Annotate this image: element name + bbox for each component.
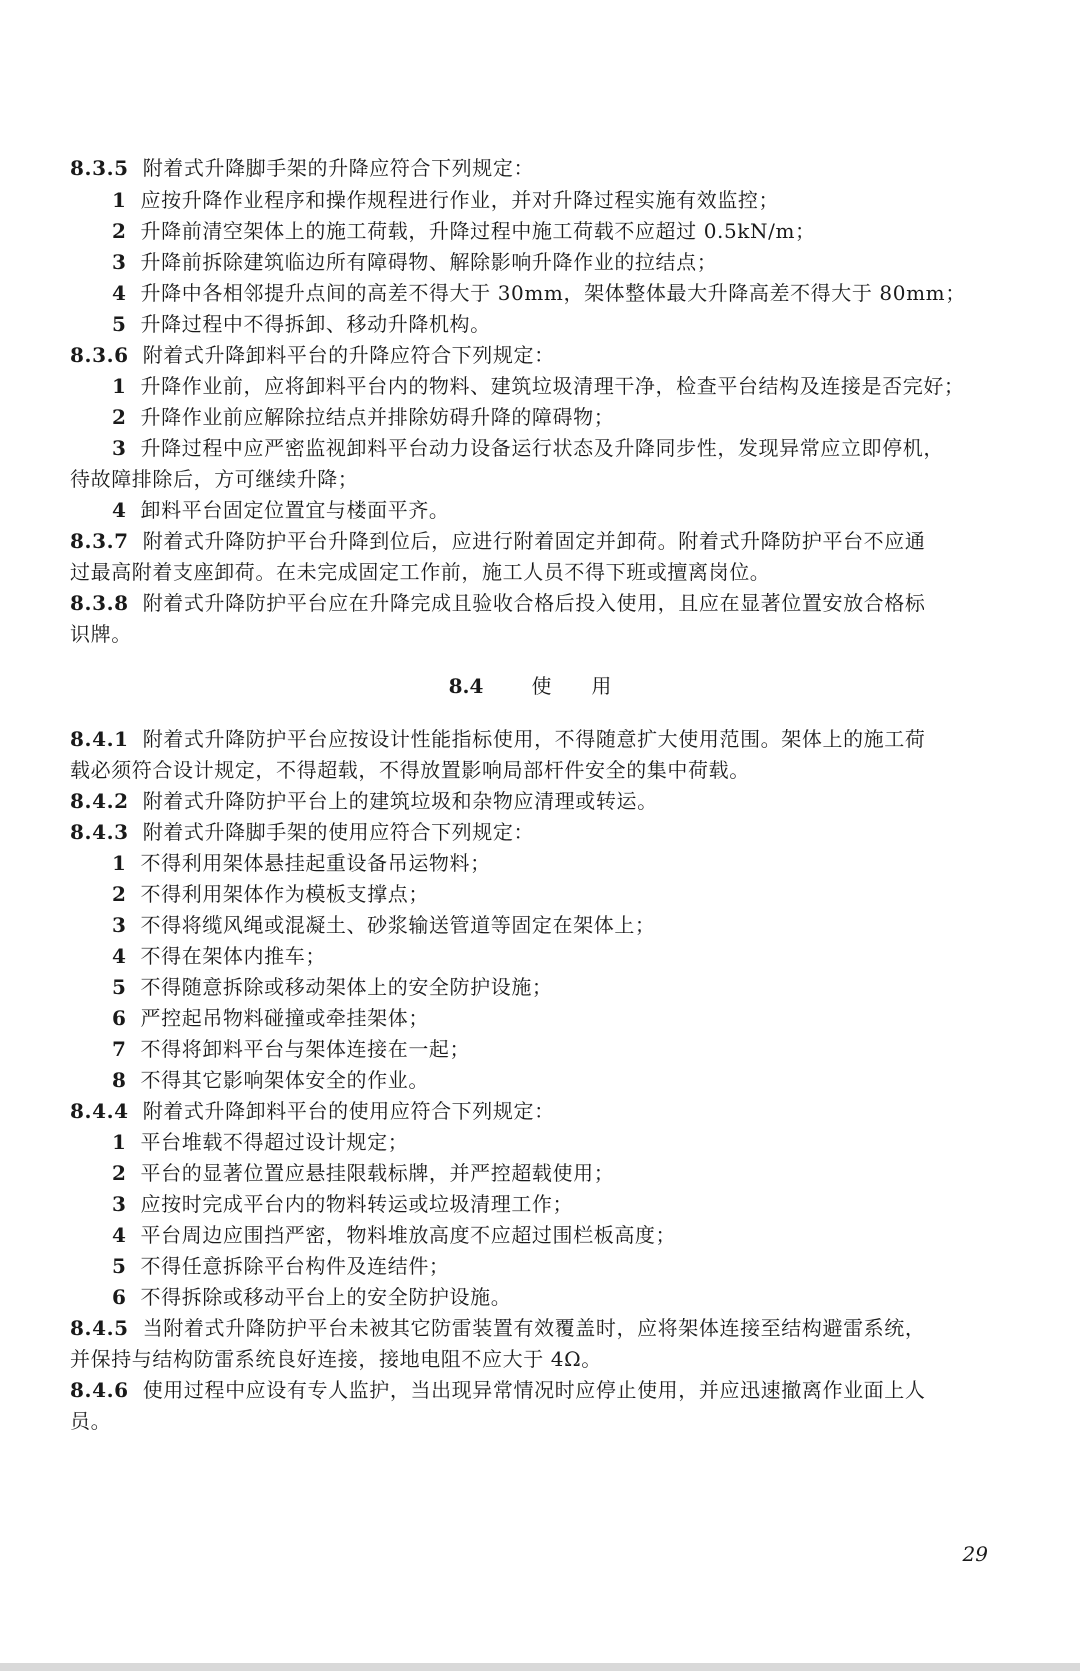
clause-8-3-5: 8.3.5 附着式升降脚手架的升降应符合下列规定： [70,156,535,180]
clause-8-4-2: 8.4.2 附着式升降防护平台上的建筑垃圾和杂物应清理或转运。 [70,789,658,813]
clause-continuation: 识牌。 [70,622,132,646]
page-number: 29 [962,1542,988,1566]
page-bottom-divider [0,1663,1080,1671]
list-item: 2 升降作业前应解除拉结点并排除妨碍升降的障碍物； [112,405,615,429]
clause-8-3-8: 8.3.8 附着式升降防护平台应在升降完成且验收合格后投入使用，且应在显著位置安放合格标 [70,591,926,615]
clause-8-3-6: 8.3.6 附着式升降卸料平台的升降应符合下列规定： [70,343,555,367]
list-item: 3 升降过程中应严密监视卸料平台动力设备运行状态及升降同步性，发现异常应立即停机， [112,436,944,460]
list-item: 6 严控起吊物料碰撞或牵挂架体； [112,1006,429,1030]
list-item: 6 不得拆除或移动平台上的安全防护设施。 [112,1285,512,1309]
list-item: 1 不得利用架体悬挂起重设备吊运物料； [112,851,491,875]
list-item-continuation: 待故障排除后，方可继续升降； [70,467,359,491]
list-item: 8 不得其它影响架体安全的作业。 [112,1068,429,1092]
list-item: 7 不得将卸料平台与架体连接在一起； [112,1037,471,1061]
clause-8-3-7: 8.3.7 附着式升降防护平台升降到位后，应进行附着固定并卸荷。附着式升降防护平台不应通 [70,529,926,553]
list-item: 2 升降前清空架体上的施工荷载，升降过程中施工荷载不应超过 0.5kN/m； [112,219,816,243]
list-item: 1 应按升降作业程序和操作规程进行作业，并对升降过程实施有效监控； [112,188,780,212]
list-item: 1 升降作业前，应将卸料平台内的物料、建筑垃圾清理干净，检查平台结构及连接是否完好； [112,374,965,398]
list-item: 4 升降中各相邻提升点间的高差不得大于 30mm，架体整体最大升降高差不得大于 80mm； [112,281,966,305]
clause-8-4-5: 8.4.5 当附着式升降防护平台未被其它防雷装置有效覆盖时，应将架体连接至结构避雷系统， [70,1316,926,1340]
section-heading: 8.4 使 用 [448,674,612,698]
list-item: 2 不得利用架体作为模板支撑点； [112,882,429,906]
clause-8-4-3: 8.4.3 附着式升降脚手架的使用应符合下列规定： [70,820,535,844]
clause-continuation: 并保持与结构防雷系统良好连接，接地电阻不应大于 4Ω。 [70,1347,602,1371]
list-item: 5 升降过程中不得拆卸、移动升降机构。 [112,312,491,336]
clause-continuation: 员。 [70,1409,112,1433]
list-item: 3 升降前拆除建筑临边所有障碍物、解除影响升降作业的拉结点； [112,250,718,274]
clause-8-4-4: 8.4.4 附着式升降卸料平台的使用应符合下列规定： [70,1099,555,1123]
clause-8-4-1: 8.4.1 附着式升降防护平台应按设计性能指标使用，不得随意扩大使用范围。架体上的施工荷 [70,727,926,751]
list-item: 1 平台堆载不得超过设计规定； [112,1130,409,1154]
clause-8-4-6: 8.4.6 使用过程中应设有专人监护，当出现异常情况时应停止使用，并应迅速撤离作业面上人 [70,1378,926,1402]
list-item: 3 不得将缆风绳或混凝土、砂浆输送管道等固定在架体上； [112,913,656,937]
list-item: 4 卸料平台固定位置宜与楼面平齐。 [112,498,450,522]
clause-continuation: 过最高附着支座卸荷。在未完成固定工作前，施工人员不得下班或擅离岗位。 [70,560,771,584]
list-item: 4 平台周边应围挡严密，物料堆放高度不应超过围栏板高度； [112,1223,677,1247]
list-item: 4 不得在架体内推车； [112,944,326,968]
clause-continuation: 载必须符合设计规定，不得超载，不得放置影响局部杆件安全的集中荷载。 [70,758,750,782]
list-item: 5 不得随意拆除或移动架体上的安全防护设施； [112,975,553,999]
list-item: 2 平台的显著位置应悬挂限载标牌，并严控超载使用； [112,1161,615,1185]
list-item: 5 不得任意拆除平台构件及连结件； [112,1254,450,1278]
list-item: 3 应按时完成平台内的物料转运或垃圾清理工作； [112,1192,574,1216]
